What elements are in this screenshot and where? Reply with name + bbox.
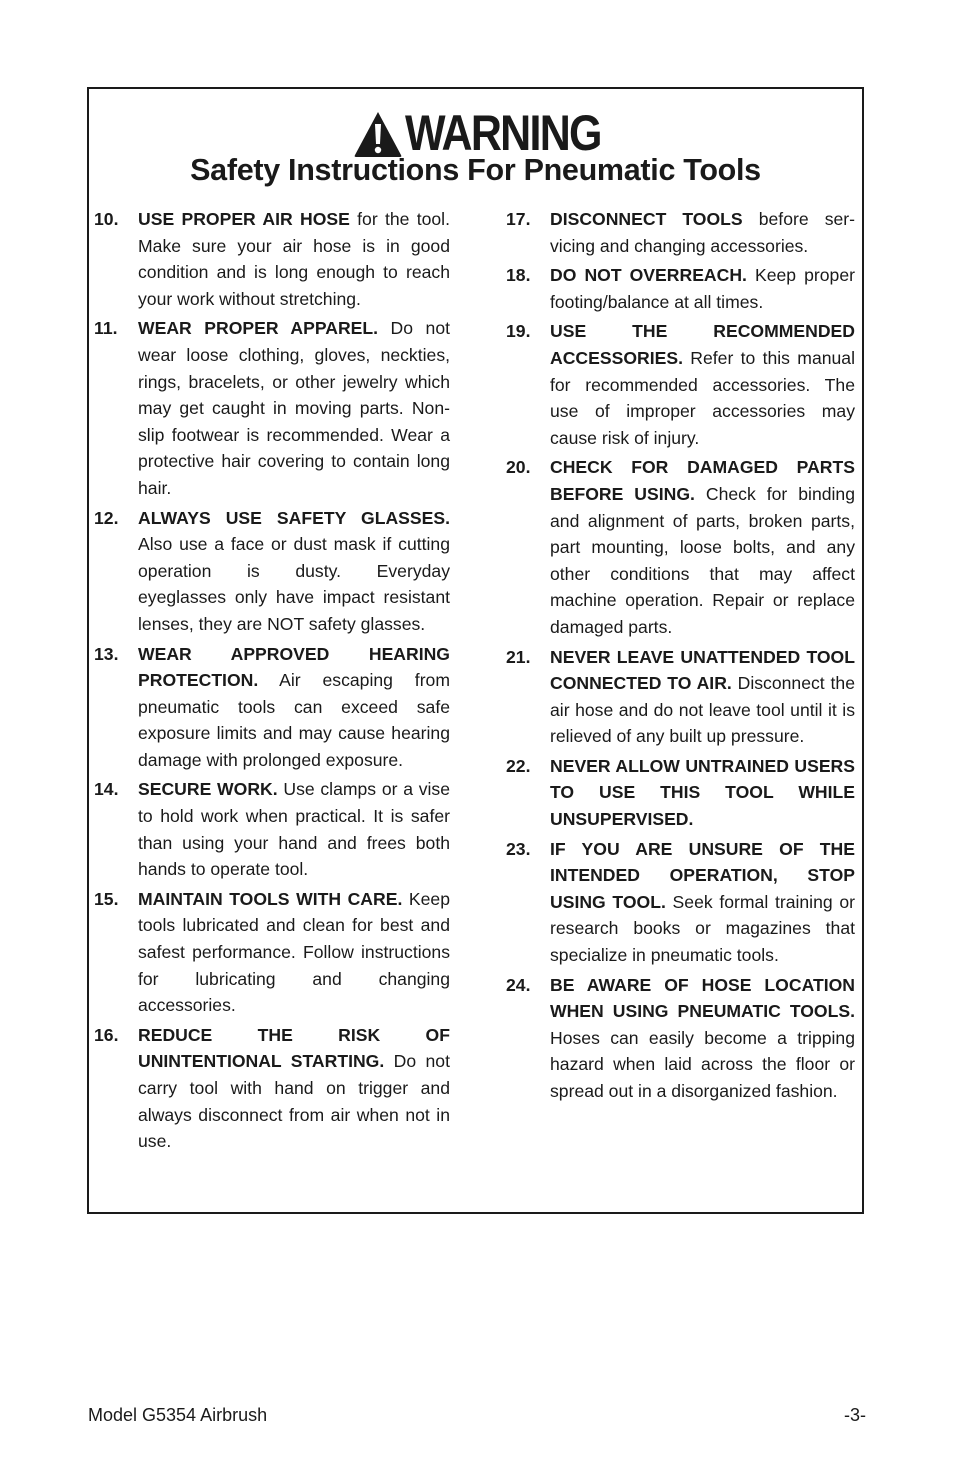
item-number: 12. <box>94 507 119 528</box>
list-item <box>506 644 855 750</box>
item-lead: USE THE RECOMMENDED ACCESSORIES. <box>550 321 855 368</box>
footer-page-number: -3- <box>844 1405 866 1425</box>
item-lead: ALWAYS USE SAFETY GLASSES. <box>138 507 450 528</box>
item-body: Keep tools lubricated and clean for best and safest performance. Follow instructions for lubricating and changing accessories. <box>138 888 450 1016</box>
item-lead: NEVER LEAVE UNATTENDED TOOL CONNECTED TO AIR. <box>550 646 855 694</box>
item-body: Use clamps or a vise to hold work when practical. It is safer than using your hand and frees both hands to operate tool. <box>138 779 450 880</box>
item-number: 22. <box>506 755 531 776</box>
item-text <box>550 753 855 833</box>
item-lead: IF YOU ARE UNSURE OF THE INTENDED OPERATION, STOP USING TOOL. <box>550 838 855 912</box>
item-number: 14. <box>94 779 119 800</box>
list-item <box>94 641 450 774</box>
item-text <box>550 262 855 315</box>
item-number: 23. <box>506 838 531 859</box>
item-body: before servicing and changing accessories. <box>550 209 855 256</box>
item-number: 24. <box>506 974 531 995</box>
item-body: Check for binding and alignment of parts, broken parts, part mounting, loose bolts, and any other conditions that may affect machine operation. Repair or replace damaged parts. <box>550 483 855 637</box>
item-lead: REDUCE THE RISK OF UNINTENTIONAL STARTING. <box>138 1024 450 1072</box>
list-item <box>506 753 855 833</box>
item-lead: BE AWARE OF HOSE LOCATION WHEN USING PNEUMATIC TOOLS. <box>550 974 855 1022</box>
list-item <box>94 206 450 312</box>
list-item <box>506 262 855 315</box>
list-item <box>506 454 855 640</box>
list-item <box>94 776 450 882</box>
warning-word: WARNING <box>405 105 601 161</box>
item-text <box>550 454 855 640</box>
item-text <box>550 206 855 259</box>
item-text <box>550 836 855 969</box>
item-text <box>550 644 855 750</box>
item-text <box>138 505 450 638</box>
item-body: Air escaping from pneumatic tools can exceed safe exposure limits and may cause hearing damage with prolonged exposure. <box>138 670 450 770</box>
left-column <box>94 206 450 1158</box>
right-column <box>506 206 855 1108</box>
item-lead: CHECK FOR DAMAGED PARTS BEFORE USING. <box>550 457 855 504</box>
item-body: Disconnect the air hose and do not leave tool until it is relieved of any built up pressure. <box>550 673 855 747</box>
item-body: Hoses can easily become a tripping hazard when laid across the floor or spread out in a disorganized fashion. <box>550 1027 855 1101</box>
item-number: 17. <box>506 209 531 229</box>
item-text <box>138 641 450 774</box>
item-text <box>550 318 855 451</box>
item-text <box>550 972 855 1105</box>
list-item <box>506 836 855 969</box>
item-text <box>138 776 450 882</box>
list-item <box>506 972 855 1105</box>
item-number: 20. <box>506 457 531 478</box>
item-number: 13. <box>94 643 119 664</box>
item-number: 10. <box>94 209 119 229</box>
item-body: Also use a face or dust mask if cutting operation is dusty. Everyday eyeglasses only have impact resistant lenses, they are NOT safety glasses. <box>138 534 450 634</box>
item-number: 11. <box>94 318 118 339</box>
item-body: Do not carry tool with hand on trigger and always disconnect from air when not in use. <box>138 1051 450 1152</box>
item-text <box>138 886 450 1019</box>
page-title: Safety Instructions For Pneumatic Tools <box>190 153 761 187</box>
item-lead: DISCONNECT TOOLS <box>550 209 743 229</box>
item-text <box>138 315 450 501</box>
item-body: Do not wear loose clothing, gloves, neckties, rings, bracelets, or other jewelry which may get caught in moving parts. Non-slip footwear is recommended. Wear a protective hair covering to contain long hair. <box>138 318 450 498</box>
item-lead: DO NOT OVERREACH. <box>550 265 747 286</box>
list-item <box>94 315 450 501</box>
item-number: 18. <box>506 265 531 286</box>
item-lead: WEAR PROPER APPAREL. <box>138 318 379 339</box>
item-lead: SECURE WORK. <box>138 779 278 800</box>
item-body: Refer to this manual for recommended accessories. The use of improper accessories may cause risk of injury. <box>550 347 855 448</box>
list-item <box>94 886 450 1019</box>
list-item <box>506 206 855 259</box>
item-number: 16. <box>94 1024 119 1045</box>
item-number: 21. <box>506 646 531 667</box>
item-lead: NEVER ALLOW UNTRAINED USERS TO USE THIS TOOL WHILE UNSUPERVISED. <box>550 755 855 830</box>
item-body: Keep proper footing/balance at all times. <box>550 265 855 312</box>
list-item <box>94 505 450 638</box>
list-item <box>506 318 855 451</box>
item-text <box>138 1022 450 1155</box>
footer-model: Model G5354 Airbrush <box>88 1405 268 1425</box>
item-lead: USE PROPER AIR HOSE <box>138 209 350 229</box>
item-number: 15. <box>94 888 119 909</box>
warning-box <box>87 87 864 1214</box>
item-body: for the tool. Make sure your air hose is in good condition and is long enough to reach your work without stretching. <box>138 209 450 309</box>
item-number: 19. <box>506 321 531 342</box>
item-lead: WEAR APPROVED HEARING PROTECTION. <box>138 643 450 691</box>
item-body: Seek formal training or research books or magazines that specialize in pneumatic tools. <box>550 891 855 966</box>
list-item <box>94 1022 450 1155</box>
item-text <box>138 206 450 312</box>
item-lead: MAINTAIN TOOLS WITH CARE. <box>138 888 403 909</box>
